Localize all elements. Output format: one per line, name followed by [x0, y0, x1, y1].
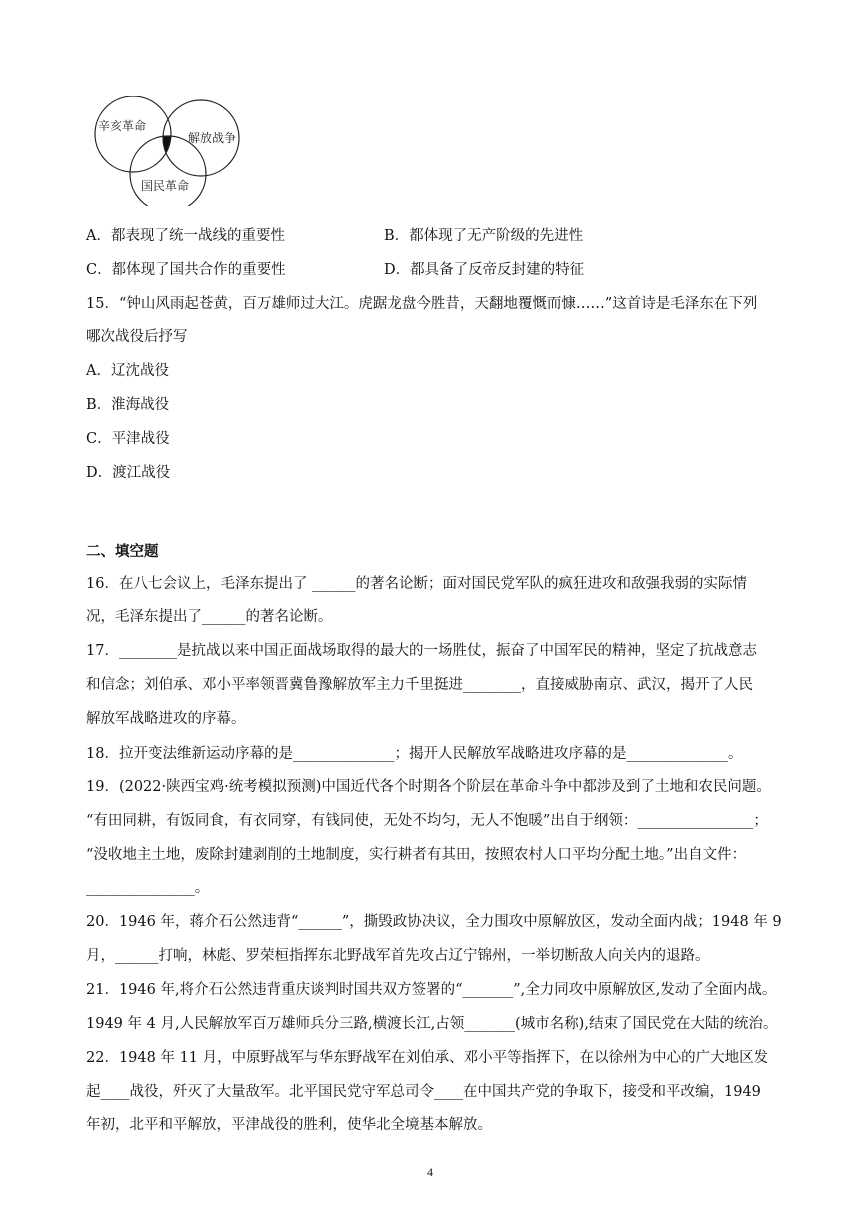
q19-line3: “没收地主土地，废除封建剥削的土地制度，实行耕者有其田，按照农村人口平均分配土地。”出自文件：	[86, 847, 747, 863]
q19-line4: _______________。	[86, 880, 210, 896]
q18-line1: 18．拉开变法维新运动序幕的是______________；揭开人民解放军战略进攻序幕的是______________。	[86, 746, 743, 762]
q15-option-c: C．平津战役	[86, 431, 170, 447]
q17-line2: 和信念；刘伯承、邓小平率领晋冀鲁豫解放军主力千里挺进________，直接威胁南京、武汉，揭开了人民	[86, 677, 753, 693]
q17-line3: 解放军战略进攻的序幕。	[86, 711, 246, 727]
q14-option-a: A．都表现了统一战线的重要性	[86, 228, 285, 244]
q15-stem-line1: 15．“钟山风雨起苍黄，百万雄师过大江。虎踞龙盘今胜昔，天翻地覆慨而慷……”这首诗是毛泽东在下列	[86, 296, 758, 312]
venn-label-a: 辛亥革命	[98, 119, 147, 133]
q15-stem-line2: 哪次战役后抒写	[86, 329, 188, 345]
q14-option-b: B．都体现了无产阶级的先进性	[384, 228, 584, 244]
q16-line1: 16．在八七会议上，毛泽东提出了 ______的著名论断；面对国民党军队的疯狂进攻和敌强我弱的实际情	[86, 576, 748, 592]
q19-line1: 19．(2022·陕西宝鸡·统考模拟预测)中国近代各个时期各个阶层在革命斗争中都涉及到了土地和农民问题。	[86, 779, 771, 795]
venn-label-b: 解放战争	[188, 131, 237, 145]
q15-option-d: D．渡江战役	[86, 465, 171, 481]
q22-line3: 年初，北平和平解放，平津战役的胜利，使华北全境基本解放。	[86, 1117, 492, 1133]
q20-line2: 月，______打响，林彪、罗荣桓指挥东北野战军首先攻占辽宁锦州，一举切断敌人向关内的退路。	[86, 948, 710, 964]
q22-line1: 22．1948 年 11 月，中原野战军与华东野战军在刘伯承、邓小平等指挥下，在以徐州为中心的广大地区发	[86, 1050, 769, 1066]
q19-line2: “有田同耕，有饭同食，有衣同穿，有钱同使，无处不均匀，无人不饱暖”出自于纲领：________________；	[86, 813, 768, 829]
section-title: 二、填空题	[86, 544, 159, 560]
page-number: 4	[427, 1165, 433, 1179]
q16-line2: 况，毛泽东提出了______的著名论断。	[86, 609, 333, 625]
venn-label-c: 国民革命	[141, 179, 190, 193]
q15-option-b: B．淮海战役	[86, 397, 170, 413]
q15-option-a: A．辽沈战役	[86, 363, 169, 379]
q20-line1: 20．1946 年，蒋介石公然违背“______”，撕毁政协决议，全力围攻中原解放区，发动全面内战；1948 年 9	[86, 914, 782, 930]
q22-line2: 起____战役，歼灭了大量敌军。北平国民党守军总司令____在中国共产党的争取下，接受和平改编，1949	[86, 1084, 761, 1100]
q21-line2: 1949 年 4 月,人民解放军百万雄师兵分三路,横渡长江,占领_______(城市名称),结束了国民党在大陆的统治。	[86, 1016, 778, 1032]
venn-diagram	[88, 96, 258, 206]
q17-line1: 17．________是抗战以来中国正面战场取得的最大的一场胜仗，振奋了中国军民的精神，坚定了抗战意志	[86, 643, 757, 659]
q21-line1: 21．1946 年,将介石公然违背重庆谈判时国共双方签署的“_______”,全力同攻中原解放区,发动了全面内战。	[86, 982, 777, 998]
q14-option-c: C．都体现了国共合作的重要性	[86, 262, 286, 278]
q14-option-d: D．都具备了反帝反封建的特征	[384, 262, 585, 278]
